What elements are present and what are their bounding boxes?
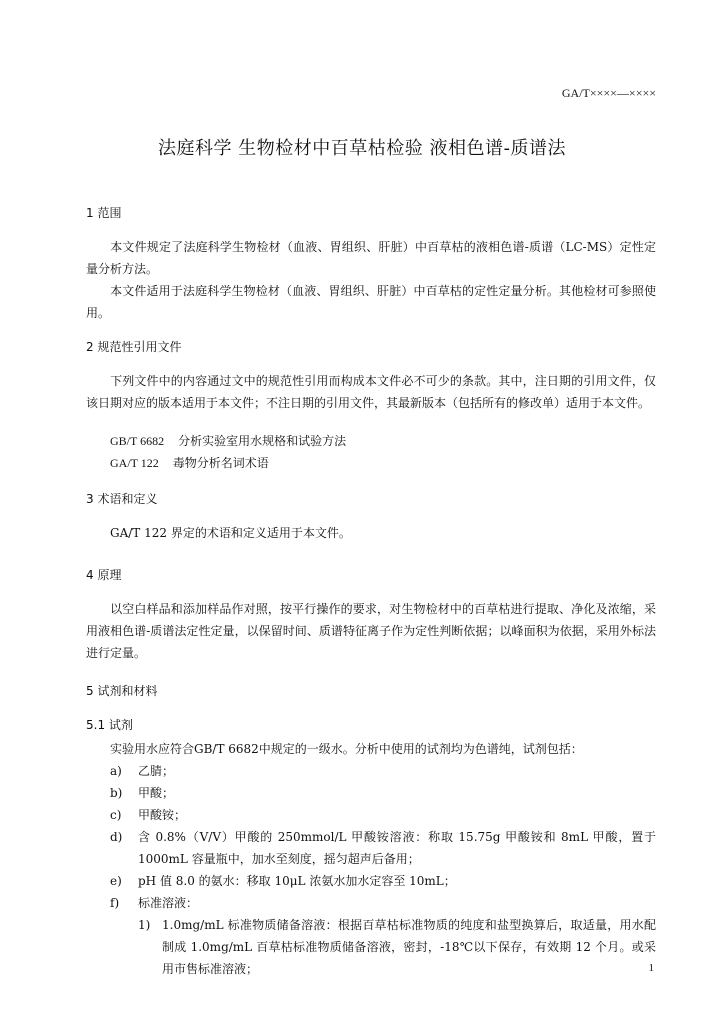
section-3-heading: 3 术语和定义 — [86, 492, 158, 506]
standard-code: GA/T××××—×××× — [561, 86, 656, 100]
list-item — [110, 760, 656, 782]
section-3-paragraph-1-text: GA/T 122 界定的术语和定义适用于本文件。 — [110, 526, 351, 540]
reference-title: 毒物分析名词术语 — [172, 456, 269, 470]
reference-title: 分析实验室用水规格和试验方法 — [178, 434, 347, 448]
list-marker: f) — [110, 896, 120, 910]
section-5-1-heading: 5.1 试剂 — [86, 718, 133, 732]
sub-list-marker: 1) — [138, 918, 151, 932]
list-item — [110, 892, 656, 914]
section-4-paragraph-1 — [86, 598, 656, 664]
list-item — [110, 804, 656, 826]
list-item — [110, 826, 656, 870]
section-2-paragraph-1-text: 下列文件中的内容通过文中的规范性引用而构成本文件必不可少的条款。其中，注日期的引用文件，仅该日期对应的版本适用于本文件；不注日期的引用文件，其最新版本（包括所有的修改单）适用于本文件。 — [86, 374, 656, 410]
list-marker: b) — [110, 786, 123, 800]
list-item-text: 乙腈； — [138, 764, 175, 778]
document-title: 法庭科学 生物检材中百草枯检验 液相色谱-质谱法 — [158, 138, 566, 159]
sub-list-item-text: 1.0mg/mL 标准物质储备溶液：根据百草枯标准物质的纯度和盐型换算后，取适量，用水配制成 1.0mg/mL 百草枯标准物质储备溶液，密封，-18℃以下保存，有效期 12 个月。或采用市售标准溶液； — [162, 918, 656, 976]
section-1-paragraph-2 — [86, 280, 656, 324]
list-item — [110, 870, 656, 892]
section-1-paragraph-2-text: 本文件适用于法庭科学生物检材（血液、胃组织、肝脏）中百草枯的定性定量分析。其他检材可参照使用。 — [86, 284, 656, 320]
list-item-text: 含 0.8%（V/V）甲酸的 250mmol/L 甲酸铵溶液：称取 15.75g 甲酸铵和 8mL 甲酸，置于 1000mL 容量瓶中，加水至刻度，摇匀超声后备用； — [138, 830, 656, 866]
list-item — [110, 782, 656, 804]
list-marker: e) — [110, 874, 122, 888]
list-marker: c) — [110, 808, 122, 822]
reference-item — [110, 432, 346, 449]
sub-list-item — [138, 914, 656, 980]
list-item-text: 甲酸铵； — [138, 808, 187, 822]
section-4-heading: 4 原理 — [86, 568, 122, 582]
list-marker: d) — [110, 830, 123, 844]
list-item-text: 甲酸； — [138, 786, 175, 800]
reference-code: GB/T 6682 — [110, 434, 165, 448]
section-5-heading: 5 试剂和材料 — [86, 684, 158, 698]
section-3-paragraph-1 — [86, 522, 656, 544]
list-item-text: 标准溶液： — [138, 896, 199, 910]
page-number: 1 — [648, 962, 654, 974]
list-item-text: pH 值 8.0 的氨水：移取 10μL 浓氨水加水定容至 10mL； — [138, 874, 456, 888]
section-1-heading: 1 范围 — [86, 206, 122, 220]
reference-item — [110, 454, 269, 471]
section-4-paragraph-1-text: 以空白样品和添加样品作对照，按平行操作的要求，对生物检材中的百草枯进行提取、净化及浓缩，采用液相色谱-质谱法定性定量，以保留时间、质谱特征离子作为定性判断依据；以峰面积为依据，采用外标法进行定量。 — [86, 602, 656, 660]
reference-code: GA/T 122 — [110, 456, 159, 470]
section-2-paragraph-1 — [86, 370, 656, 414]
section-2-heading: 2 规范性引用文件 — [86, 340, 182, 354]
list-marker: a) — [110, 764, 122, 778]
section-1-paragraph-1-text: 本文件规定了法庭科学生物检材（血液、胃组织、肝脏）中百草枯的液相色谱-质谱（LC-MS）定性定量分析方法。 — [86, 240, 656, 276]
section-1-paragraph-1 — [86, 236, 656, 280]
section-5-1-intro: 实验用水应符合GB/T 6682中规定的一级水。分析中使用的试剂均为色谱纯，试剂包括： — [110, 742, 583, 756]
